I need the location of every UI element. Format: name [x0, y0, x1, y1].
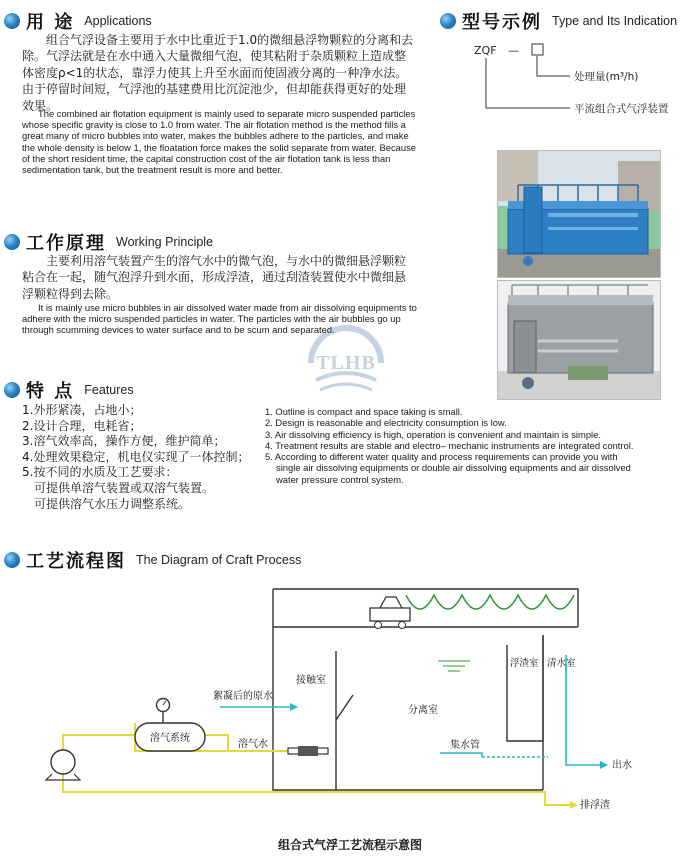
bullet-icon — [4, 234, 20, 250]
model-diagram — [470, 38, 695, 120]
bullet-icon — [4, 13, 20, 29]
principle-title-cn: 工作原理 — [26, 233, 106, 254]
principle-heading — [4, 229, 213, 255]
bullet-icon — [4, 382, 20, 398]
process-caption: 组合式气浮工艺流程示意图 — [277, 838, 422, 852]
feature-item-cn: 可提供溶气水压力调整系统。 — [34, 496, 191, 511]
model-heading — [440, 8, 677, 34]
applications-heading — [4, 8, 152, 34]
model-code: ZQF — [474, 44, 497, 57]
principle-title-en: Working Principle — [116, 235, 214, 249]
watermark-text: TLHB — [316, 352, 376, 374]
feature-item-en: 2. Design is reasonable and electricity consumption is low. — [265, 417, 507, 429]
process-title-en: The Diagram of Craft Process — [136, 553, 302, 567]
label-separation: 分离室 — [408, 705, 438, 716]
model-title-en: Type and Its Indication — [552, 14, 678, 28]
label-contact: 接触室 — [296, 675, 326, 686]
model-type-label: 平流组合式气浮装置 — [574, 103, 669, 115]
label-scum-out: 排浮渣 — [580, 800, 610, 811]
scraper-chain — [406, 595, 574, 609]
label-scum-room: 浮渣室 — [510, 658, 539, 669]
feature-item-cn: 可提供单溶气装置或双溶气装置。 — [34, 480, 215, 495]
equipment-photo-2 — [497, 280, 661, 400]
label-outlet: 出水 — [612, 760, 632, 771]
process-title-cn: 工艺流程图 — [26, 551, 126, 572]
feature-item-en: 1. Outline is compact and space taking is small. — [265, 406, 463, 417]
features-heading — [4, 377, 134, 403]
features-list-en — [265, 406, 637, 485]
model-capacity-box — [532, 44, 543, 55]
features-title-en: Features — [84, 383, 134, 397]
pump-icon — [51, 750, 75, 774]
feature-item-cn: 5.按不同的水质及工艺要求： — [22, 465, 178, 480]
tlhb-watermark — [286, 318, 406, 408]
model-title-cn: 型号示例 — [462, 12, 542, 33]
model-capacity-label: 处理量(m³/h) — [574, 71, 639, 83]
applications-title-cn: 用 途 — [26, 12, 75, 33]
feature-item-cn: 2.设计合理，电耗省； — [22, 418, 142, 433]
label-dissolved-water: 溶气水 — [238, 739, 268, 750]
process-heading — [4, 547, 301, 573]
feature-item-cn: 1.外形紧凑，占地小； — [22, 403, 142, 417]
features-list-cn — [22, 403, 262, 512]
feature-item-cn: 3.溶气效率高，操作方便，维护简单； — [22, 434, 226, 449]
label-dissolving: 溶气系统 — [150, 733, 190, 744]
feature-item-en: 5. According to different water quality and process requirements can provide you with single air dissolving equipments or double air dissolving equipments and air dissolved water pressure control system. — [265, 451, 631, 485]
feature-item-cn: 4.处理效果稳定，机电仪实现了一体控制； — [22, 449, 250, 464]
feature-item-en: 4. Treatment results are stable and electro– mechanic instruments are integrated control. — [265, 439, 634, 451]
bullet-icon — [4, 552, 20, 568]
model-dash: — — [508, 44, 519, 57]
equipment-photo-1 — [497, 150, 661, 278]
bullet-icon — [440, 13, 456, 29]
scraper-car-icon — [370, 608, 410, 621]
label-collector: 集水管 — [450, 740, 480, 751]
principle-text-en: It is mainly use micro bubbles in air dissolved water made from air dissolving equipments to adhere with the micro suspended particles in water. The particles with the air bubbles go up through scumming devices to water surface and to be scum and separated. — [22, 302, 417, 336]
applications-text-cn: 组合气浮设备主要用于水中比重近于1.0的微细悬浮物颗粒的分离和去除。气浮法就是在水中通入大量微细气泡，使其粘附于杂质颗粒上造成整体密度ρ<1的状态，靠浮力使其上升至水面而使固液分离的一种净水法。由于停留时间短，气浮池的基建费用比沉淀池少，但却能获得更好的处理效果。 — [22, 33, 414, 113]
principle-text-cn: 主要利用溶气装置产生的溶气水中的微气泡，与水中的微细悬浮颗粒粘合在一起，随气泡浮升到水面，形成浮渣，通过刮渣装置使水中微细悬浮颗粒得到去除。 — [22, 254, 407, 301]
applications-title-en: Applications — [84, 14, 152, 28]
label-raw-water: 絮凝后的原水 — [213, 691, 273, 702]
feature-item-en: 3. Air dissolving efficiency is high, operation is convenient and maintain is simple. — [265, 428, 601, 440]
applications-text-en: The combined air flotation equipment is mainly used to separate micro suspended particles whose specific gravity is close to 1.0 from water. The air flotation method is the method fills a great many of micro bubbles into water, makes the bubbles adhere to the particles, and make the whole density is below 1, the floatation force makes the solid separate from water. Because of the short resident time, the capital construction cost of the air flotation tank is less than sedimentation tank, but the treatment result is more and better. — [22, 108, 416, 176]
process-diagram — [0, 575, 700, 825]
label-clear-room: 清水室 — [547, 658, 576, 669]
features-title-cn: 特 点 — [26, 381, 75, 402]
